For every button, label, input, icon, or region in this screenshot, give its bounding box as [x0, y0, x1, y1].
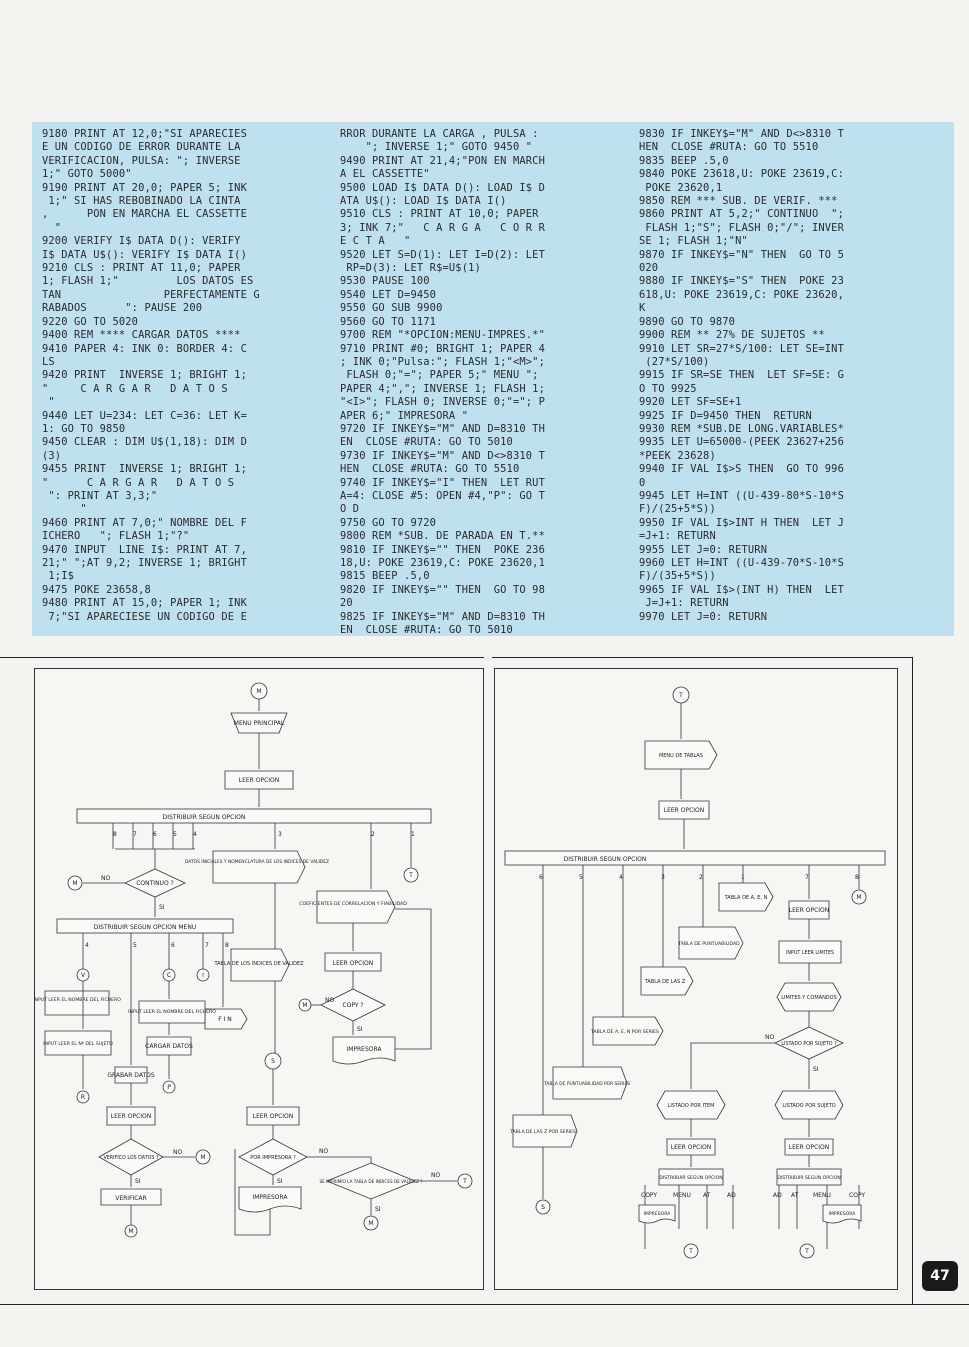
menu-principal-label: MENU PRINCIPAL	[233, 720, 285, 727]
listado-item-label: LISTADO POR ITEM	[667, 1103, 715, 1109]
connector-v-label: V	[80, 972, 86, 979]
menu-tablas-label: MENU DE TABLAS	[658, 753, 704, 759]
input-sujeto-label: INPUT LEER EL Nº DEL SUJETO	[43, 1042, 113, 1047]
code-column-1: 9180 PRINT AT 12,0;"SI APARECIES E UN CODIGO DE ERROR DURANTE LA VERIFICACION, PULSA: "; INVERSE 1;" GOTO 5000" 9190 PRINT AT 20,0; PAPER 5; INK 1;" SI HAS REBOBINADO LA CINTA , PON EN MARCHA EL CASSETTE " 9200 VERIFY I$ DATA D(): VERIFY I$ DATA U$(): VERIFY I$ DATA I() 9210 CLS : PRINT AT 11,0; PAPER 1; FLASH 1;" LOS DATOS ES TAN PERFECTAMENTE G RABADOS ": PAUSE 200 9220 GO TO 5020 9400 REM **** CARGAR DATOS **** 9410 PAPER 4: INK 0: BORDER 4: C LS 9420 PRINT INVERSE 1; BRIGHT 1; " C A R G A R D A T O S " 9440 LET U=234: LET C=36: LET K= 1: GO TO 9850 9450 CLEAR : DIM U$(1,18): DIM D (3) 9455 PRINT INVERSE 1; BRIGHT 1; " C A R G A R D A T O S ": PRINT AT 3,3;" " 9460 PRINT AT 7,0;" NOMBRE DEL F ICHERO "; FLASH 1;"?" 9470 INPUT LINE I$: PRINT AT 7, 21;" ";AT 9,2; INVERSE 1; BRIGHT 1;I$ 9475 POKE 23658,8 9480 PRINT AT 15,0; PAPER 1; INK 7;"SI APARECIESE UN CODIGO DE E	[42, 128, 260, 623]
rbranch-8: 8	[855, 874, 859, 881]
cmd1-ad: AD	[727, 1192, 736, 1199]
leer-opcion-2-label: LEER OPCION	[332, 960, 374, 967]
connector-m-6-label: M	[368, 1220, 374, 1227]
por-impresora-label: POR IMPRESORA ?	[250, 1155, 296, 1161]
connector-m-2-label: M	[72, 880, 78, 887]
connector-m-5-label: M	[128, 1228, 134, 1235]
coeficientes-shape	[317, 891, 395, 923]
connector-t-start-label: T	[679, 692, 683, 699]
branch-3: 3	[278, 831, 282, 838]
grabar-datos-label: GRABAR DATOS	[107, 1072, 155, 1079]
flowchart-frame-left	[34, 668, 484, 1290]
cmd2-at: AT	[791, 1192, 799, 1199]
code-listing-panel	[32, 122, 954, 636]
impresora-2-label: IMPRESORA	[252, 1194, 288, 1201]
impresora-label-r2: IMPRESORA	[828, 1212, 856, 1217]
rbranch-5: 5	[579, 874, 583, 881]
se-imprimio-no: NO	[431, 1172, 441, 1179]
leer-opcion-4-label-r: LEER OPCION	[788, 1144, 830, 1151]
copy-label: COPY ?	[342, 1002, 364, 1009]
branch2-8: 8	[225, 942, 229, 949]
tabla-puntuabilidad-label: TABLA DE PUNTUABILIDAD	[678, 942, 740, 947]
cmd1-menu: MENU	[673, 1192, 691, 1199]
copy-si: SI	[357, 1026, 363, 1033]
branch-2: 2	[371, 831, 375, 838]
tabla-aen-label: TABLA DE A, E, N	[724, 895, 768, 901]
input-nombre-2-label: INPUT LEER EL NOMBRE DEL FICHERO	[128, 1010, 216, 1015]
tabla-z-label: TABLA DE LAS Z	[644, 979, 686, 985]
branch-5: 5	[173, 831, 177, 838]
bottom-margin-rule	[0, 1304, 969, 1305]
continuo-no: NO	[101, 875, 111, 882]
connector-r-label: R	[80, 1094, 86, 1101]
tabla-punt-series-label: TABLA DE PUNTUABILIDAD POR SERIES	[543, 1082, 631, 1087]
connector-t-label: T	[409, 872, 413, 879]
distribuir-3-label-r: DISTRIBUIR SEGUN OPCION	[777, 1176, 841, 1181]
flowchart-right-svg	[495, 669, 897, 1289]
connector-p-label: P	[167, 1084, 171, 1091]
connector-s-label: S	[271, 1058, 275, 1065]
rbranch-2: 2	[699, 874, 703, 881]
branch-4: 4	[193, 831, 197, 838]
continuo-label: CONTINUO ?	[136, 880, 174, 887]
branch2-6: 6	[171, 942, 175, 949]
rbranch-4: 4	[619, 874, 623, 881]
verifico-si: SI	[135, 1178, 141, 1185]
datos-iniciales-shape	[213, 851, 305, 883]
connector-m-r1-label: M	[856, 894, 862, 901]
connector-m-start-label: M	[256, 688, 262, 695]
distribuir-2-label-r: DISTRIBUIR SEGUN OPCION	[659, 1176, 723, 1181]
tabla-z-series-label: TABLA DE LAS Z POR SERIES	[510, 1130, 576, 1135]
branch-8: 8	[113, 831, 117, 838]
distribuir-1-label: DISTRIBUIR SEGUN OPCION	[162, 814, 246, 821]
connector-c-label: C	[166, 972, 172, 979]
code-column-2: RROR DURANTE LA CARGA , PULSA : "; INVERSE 1;" GOTO 9450 " 9490 PRINT AT 21,4;"PON EN MARCH A EL CASSETTE" 9500 LOAD I$ DATA D(): LOAD I$ D ATA U$(): LOAD I$ DATA I() 9510 CLS : PRINT AT 10,0; PAPER 3; INK 7;" C A R G A C O R R E C T A " 9520 LET S=D(1): LET I=D(2): LET RP=D(3): LET R$=U$(1) 9530 PAUSE 100 9540 LET D=9450 9550 GO SUB 9900 9560 GO TO 1171 9700 REM "*OPCION:MENU-IMPRES.*" 9710 PRINT #0; BRIGHT 1; PAPER 4 ; INK 0;"Pulsa:"; FLASH 1;"<M>"; FLASH 0;"="; PAPER 5;" MENU "; PAPER 4;","; INVERSE 1; FLASH 1; "<I>"; FLASH 0; INVERSE 0;"="; P APER 6;" IMPRESORA " 9720 IF INKEY$="M" AND D=8310 TH EN CLOSE #RUTA: GO TO 5010 9730 IF INKEY$="M" AND D<>8310 T HEN CLOSE #RUTA: GO TO 5510 9740 IF INKEY$="I" THEN LET RUT A=4: CLOSE #5: OPEN #4,"P": GO T O D 9750 GO TO 9720 9800 REM *SUB. DE PARADA EN T.** 9810 IF INKEY$="" THEN POKE 236 18,U: POKE 23619,C: POKE 23620,1 9815 BEEP .5,0 9820 IF INKEY$="" THEN GO TO 98 20 9825 IF INKEY$="M" AND D=8310 TH EN CLOSE #RUTA: GO TO 5010	[340, 128, 545, 637]
leer-opcion-4-label: LEER OPCION	[252, 1113, 294, 1120]
se-imprimio-si: SI	[375, 1206, 381, 1213]
page-number: 47	[922, 1261, 958, 1291]
fin-label: F I N	[218, 1016, 232, 1023]
input-nombre-1-label: INPUT LEER EL NOMBRE DEL FICHERO	[35, 998, 121, 1003]
distribuir-label: DISTRIBUIR SEGUN OPCION	[563, 856, 647, 863]
continuo-si: SI	[159, 904, 165, 911]
tabla-indices-label: TABLA DE LOS INDICES DE VALIDEZ	[214, 961, 304, 967]
por-impresora-si: SI	[277, 1178, 283, 1185]
limites-comandos-label: LIMITES Y COMANDOS	[781, 995, 837, 1001]
cmd2-copy: COPY	[849, 1192, 866, 1199]
coeficientes-label: COEFICIENTES DE CORRELACION Y FIABILIDAD	[299, 902, 407, 907]
datos-iniciales-label: DATOS INICIALES Y NOMENCLATURA DE LOS INDICES DE VALIDEZ	[185, 860, 329, 865]
impresora-label: IMPRESORA	[346, 1046, 382, 1053]
flowchart-menu-principal	[0, 657, 484, 1305]
input-nombre-1-shape	[45, 991, 109, 1015]
listado-si: SI	[813, 1066, 819, 1073]
distribuir-1-box	[77, 809, 431, 823]
flowchart-frame-right	[494, 668, 898, 1290]
cmd2-ad: AD	[773, 1192, 782, 1199]
branch-7: 7	[133, 831, 137, 838]
por-impresora-no: NO	[319, 1148, 329, 1155]
listado-sujeto-label: LISTADO POR SUJETO	[782, 1103, 836, 1109]
connector-s-r-label: S	[541, 1204, 545, 1211]
distribuir-2-label: DISTRIBUIR SEGUN OPCION MENU	[93, 924, 197, 931]
rbranch-1: 1	[741, 874, 745, 881]
verificar-label: VERIFICAR	[115, 1195, 147, 1202]
branch2-4: 4	[85, 942, 89, 949]
connector-t-r2-label: T	[805, 1248, 809, 1255]
flowchart-menu-tablas	[492, 657, 912, 1305]
connector-m-4-label: M	[200, 1154, 206, 1161]
listado-no: NO	[765, 1034, 775, 1041]
flowchart-left-svg	[35, 669, 483, 1289]
code-column-3: 9830 IF INKEY$="M" AND D<>8310 T HEN CLOSE #RUTA: GO TO 5510 9835 BEEP .5,0 9840 POKE 23618,U: POKE 23619,C: POKE 23620,1 9850 REM *** SUB. DE VERIF. *** 9860 PRINT AT 5,2;" CONTINUO "; FLASH 1;"S"; FLASH 0;"/"; INVER SE 1; FLASH 1;"N" 9870 IF INKEY$="N" THEN GO TO 5 020 9880 IF INKEY$="S" THEN POKE 23 618,U: POKE 23619,C: POKE 23620, K 9890 GO TO 9870 9900 REM ** 27% DE SUJETOS ** 9910 LET SR=27*S/100: LET SE=INT (27*S/100) 9915 IF SR=SE THEN LET SF=SE: G O TO 9925 9920 LET SF=SE+1 9925 IF D=9450 THEN RETURN 9930 REM *SUB.DE LONG.VARIABLES* 9935 LET U=65000-(PEEK 23627+256 *PEEK 23628) 9940 IF VAL I$>S THEN GO TO 996 0 9945 LET H=INT ((U-439-80*S-10*S F)/(25+5*S)) 9950 IF VAL I$>INT H THEN LET J =J+1: RETURN 9955 LET J=0: RETURN 9960 LET H=INT ((U-439-70*S-10*S F)/(35+5*S)) 9965 IF VAL I$>(INT H) THEN LET J=J+1: RETURN 9970 LET J=0: RETURN	[639, 128, 844, 623]
verifico-label: VERIFICO LOS DATOS ?	[103, 1156, 159, 1161]
right-margin-rule	[912, 657, 913, 1304]
leer-opcion-1-label: LEER OPCION	[238, 777, 280, 784]
impresora-label-r1: IMPRESORA	[643, 1212, 671, 1217]
leer-opcion-3-label: LEER OPCION	[110, 1113, 152, 1120]
leer-opcion-2-label-r: LEER OPCION	[788, 907, 830, 914]
cmd1-copy: COPY	[641, 1192, 658, 1199]
se-imprimio-label: SE IMPRIMIO LA TABLA DE INDICES DE VALIDEZ ?	[319, 1179, 423, 1184]
rbranch-3: 3	[661, 874, 665, 881]
listado-sujeto-q-label: LISTADO POR SUJETO ?	[781, 1042, 837, 1047]
connector-t-2-label: T	[463, 1178, 467, 1185]
input-limites-label: INPUT LEER LIMITES	[785, 951, 835, 956]
distribuir-box	[505, 851, 885, 865]
copy-no: NO	[325, 997, 335, 1004]
branch2-7: 7	[205, 942, 209, 949]
rbranch-6: 6	[539, 874, 543, 881]
verifico-no: NO	[173, 1149, 183, 1156]
cmd2-menu: MENU	[813, 1192, 831, 1199]
cmd1-at: AT	[703, 1192, 711, 1199]
connector-i-label: I	[202, 972, 204, 979]
rbranch-7: 7	[805, 874, 809, 881]
leer-opcion-label: LEER OPCION	[663, 807, 705, 814]
cargar-datos-label: CARGAR DATOS	[145, 1043, 193, 1050]
leer-opcion-3-label-r: LEER OPCION	[670, 1144, 712, 1151]
branch-6: 6	[153, 831, 157, 838]
branch-1: 1	[411, 831, 415, 838]
connector-m-3-label: M	[302, 1002, 308, 1009]
branch2-5: 5	[133, 942, 137, 949]
connector-t-r1-label: T	[689, 1248, 693, 1255]
tabla-aen-series-label: TABLA DE A, E, N POR SERIES	[591, 1030, 659, 1035]
